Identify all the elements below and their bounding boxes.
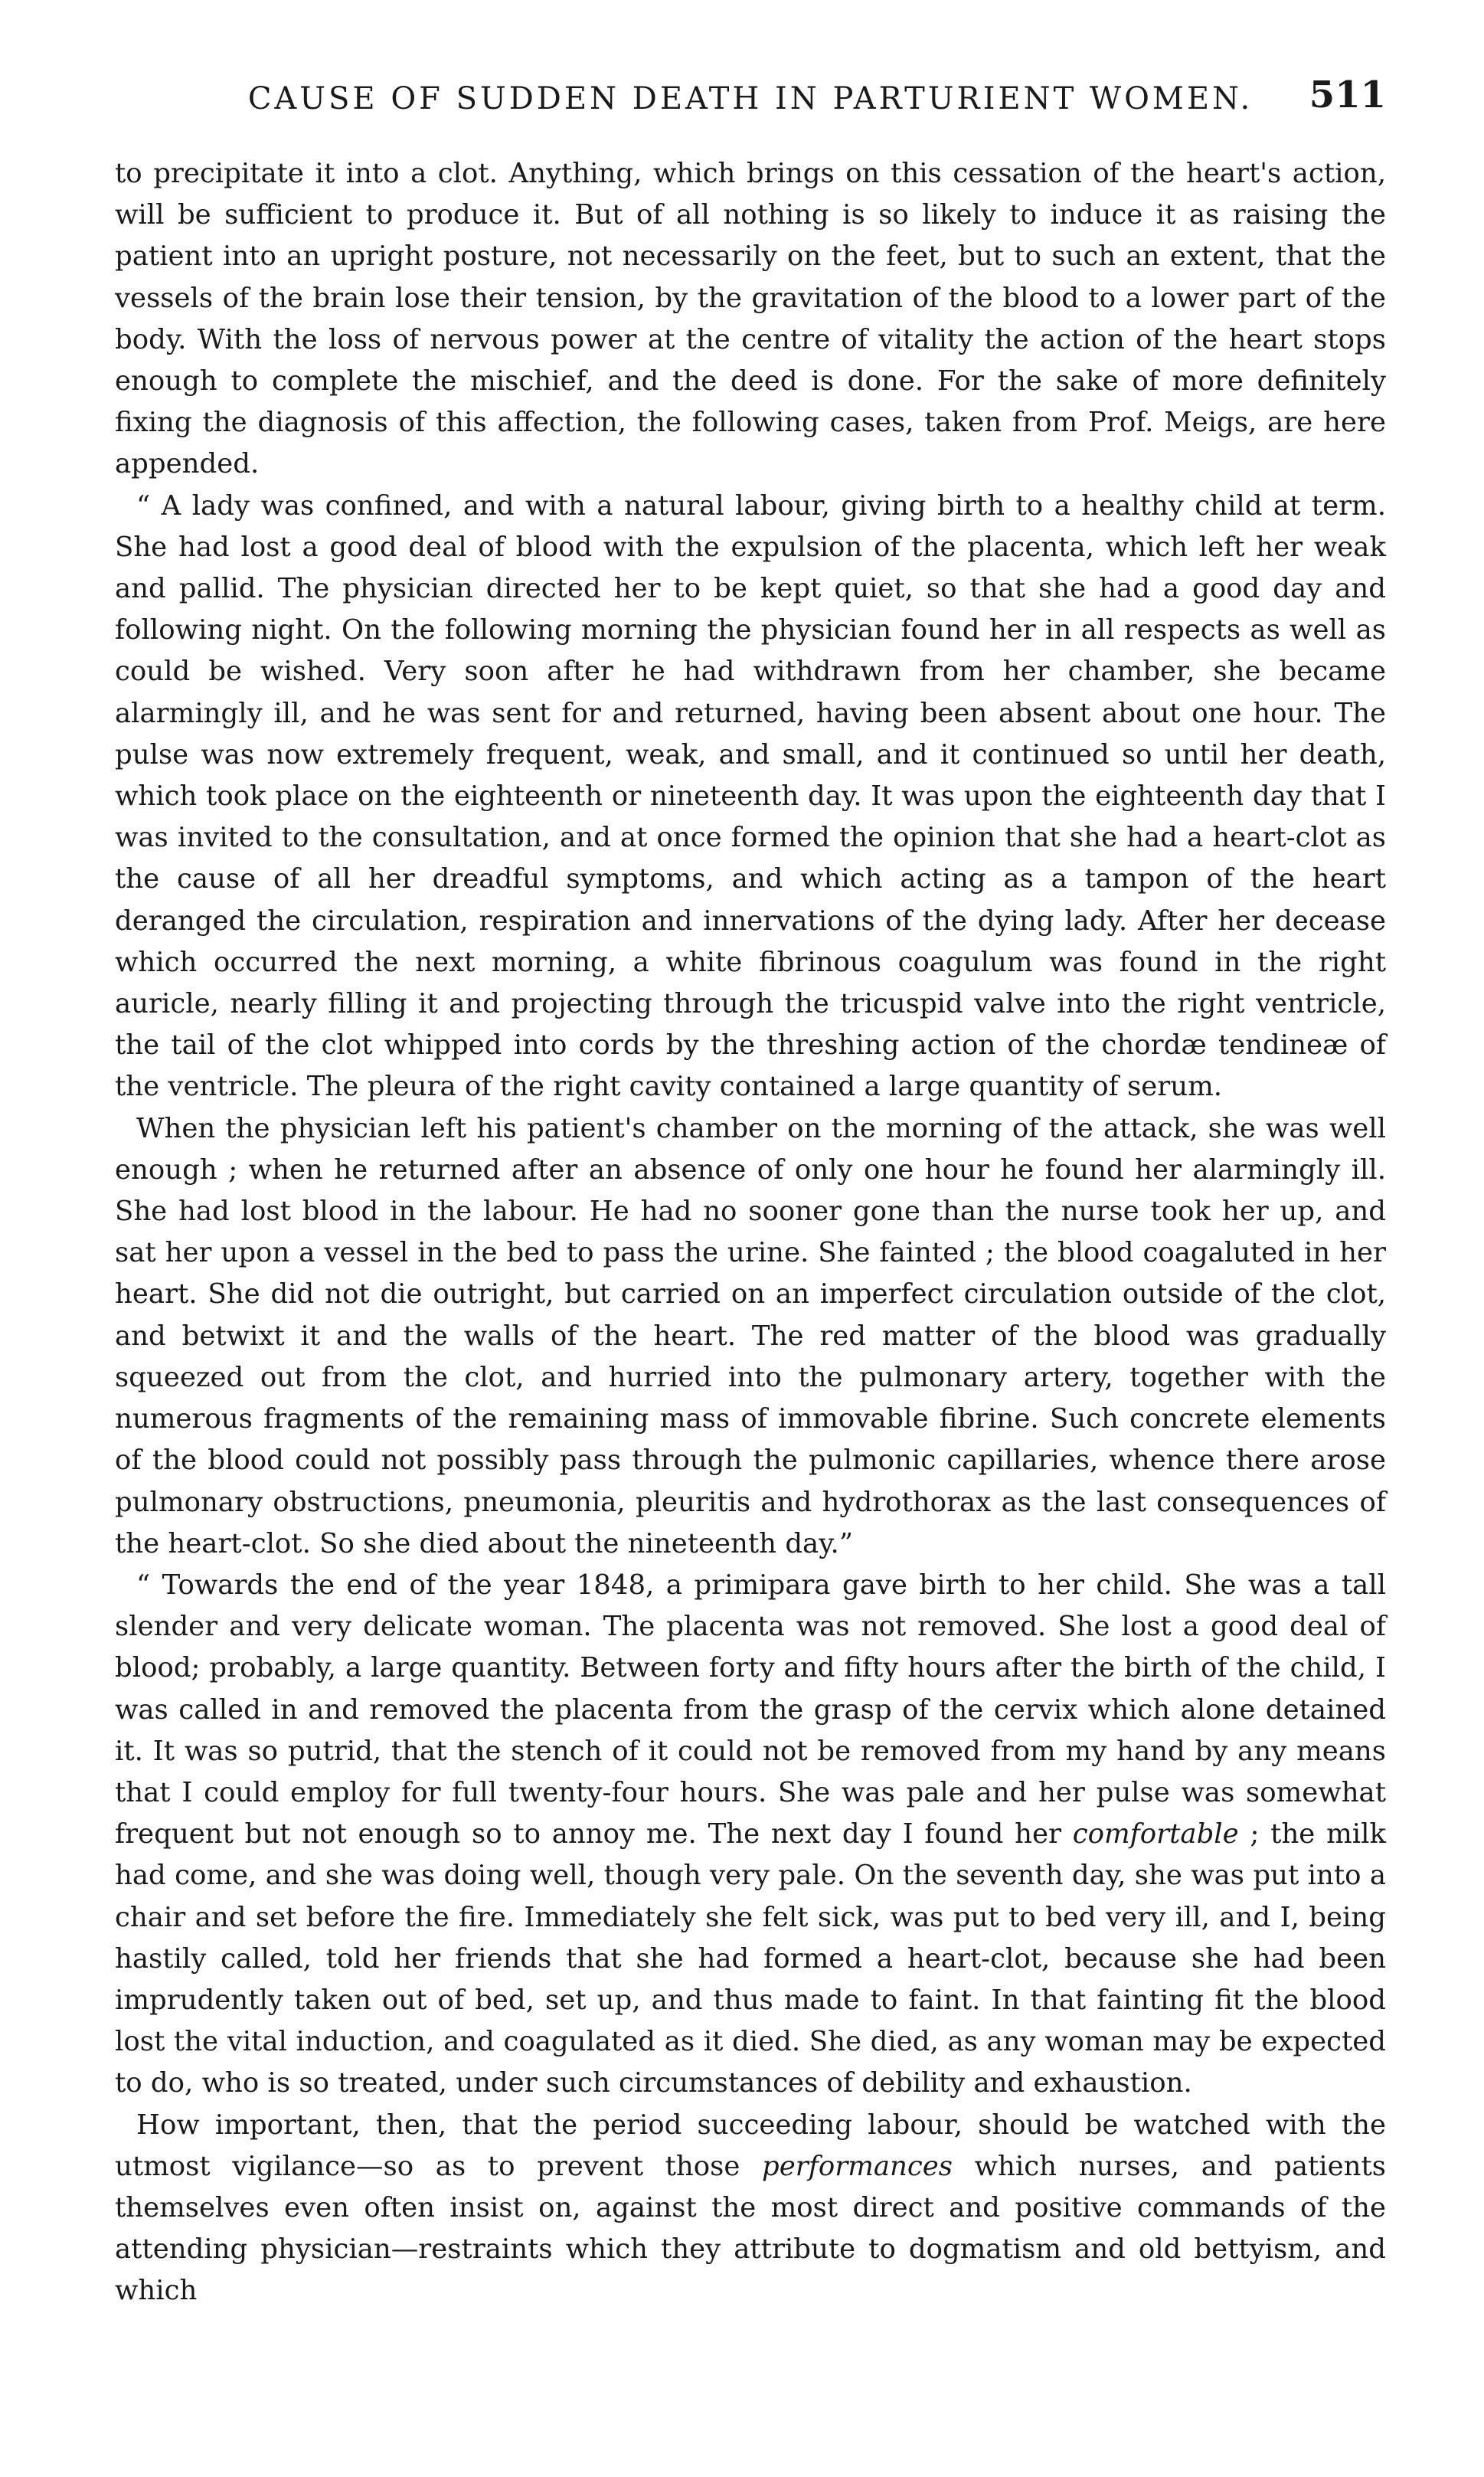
paragraph-5-conclusion (115, 2105, 1386, 2312)
page-number: 511 (1309, 74, 1386, 116)
page-header (115, 74, 1386, 135)
paragraph-4-quoted-case (115, 1565, 1386, 2105)
paragraph-5-text-a: How important, then, that the period succeeding labour, should be watched with the utmost vigilance—so as to prevent those (115, 2109, 1386, 2182)
body-text (115, 153, 1386, 2312)
running-title: CAUSE OF SUDDEN DEATH IN PARTURIENT WOMEN. (247, 81, 1254, 116)
paragraph-3-commentary: When the physician left his patient's chamber on the morning of the attack, she was well enough ; when he returned after an absence of only one hour he found her alarmingly ill. She had lost blood in the labour. He had no sooner gone than the nurse took her up, and sat her upon a vessel in the bed to pass the urine. She fainted ; the blood coagaluted in her heart. She did not die outright, but carried on an imperfect circulation outside of the clot, and betwixt it and the walls of the heart. The red matter of the blood was gradually squeezed out from the clot, and hurried into the pulmonary artery, together with the numerous fragments of the remaining mass of immovable fibrine. Such concrete elements of the blood could not possibly pass through the pulmonic capillaries, whence there arose pulmonary obstructions, pneumonia, pleuritis and hydrothorax as the last consequences of the heart-clot. So she died about the nineteenth day.” (115, 1112, 1386, 1559)
paragraph-5-italic: performances (762, 2150, 953, 2182)
paragraph-2-quoted-case: “ A lady was confined, and with a natural labour, giving birth to a healthy child at term. She had lost a good deal of blood with the expulsion of the placenta, which left her weak and pallid. The physician directed her to be kept quiet, so that she had a good day and following night. On the following morning the physician found her in all respects as well as could be wished. Very soon after he had withdrawn from her chamber, she became alarmingly ill, and he was sent for and returned, having been absent about one hour. The pulse was now extremely frequent, weak, and small, and it continued so until her death, which took place on the eighteenth or nineteenth day. It was upon the eighteenth day that I was invited to the consultation, and at once formed the opinion that she had a heart-clot as the cause of all her dreadful symptoms, and which acting as a tampon of the heart deranged the circulation, respiration and innervations of the dying lady. After her decease which occurred the next morning, a white fibrinous coagulum was found in the right auricle, nearly filling it and projecting through the tricuspid valve into the right ventricle, the tail of the clot whipped into cords by the threshing action of the chordæ tendineæ of the ventricle. The pleura of the right cavity contained a large quantity of serum. (115, 489, 1386, 1103)
paragraph-4-text-a: “ Towards the end of the year 1848, a primipara gave birth to her child. She was a tall slender and very delicate woman. The placenta was not removed. She lost a good deal of blood; probably, a large quantity. Between forty and fifty hours after the birth of the child, I was called in and removed the placenta from the grasp of the cervix which alone detained it. It was so putrid, that the stench of it could not be removed from my hand by any means that I could employ for full twenty-four hours. She was pale and her pulse was somewhat frequent but not enough so to annoy me. The next day I found her (115, 1569, 1386, 1850)
paragraph-4-text-b: ; the milk had come, and she was doing well, though very pale. On the seventh day, she was put into a chair and set before the fire. Immediately she felt sick, was put to bed very ill, and I, being hastily called, told her friends that she had formed a heart-clot, because she had been imprudently taken out of bed, set up, and thus made to faint. In that fainting fit the blood lost the vital induction, and coagulated as it died. She died, as any woman may be expected to do, who is so treated, under such circumstances of debility and exhaustion. (115, 1818, 1386, 2099)
paragraph-1: to precipitate it into a clot. Anything, which brings on this cessation of the heart's action, will be sufficient to produce it. But of all nothing is so likely to induce it as raising the patient into an upright posture, not necessarily on the feet, but to such an extent, that the vessels of the brain lose their tension, by the gravitation of the blood to a lower part of the body. With the loss of nervous power at the centre of vitality the action of the heart stops enough to complete the mischief, and the deed is done. For the sake of more definitely fixing the diagnosis of this affection, the following cases, taken from Prof. Meigs, are here appended. (115, 158, 1386, 480)
paragraph-4-italic: comfortable (1072, 1818, 1239, 1850)
paragraph-5-text-b: which nurses, and patients themselves even often insist on, against the most direct and positive commands of the attending physician—restraints which they attribute to dogmatism and old bettyism, and which (115, 2150, 1386, 2307)
